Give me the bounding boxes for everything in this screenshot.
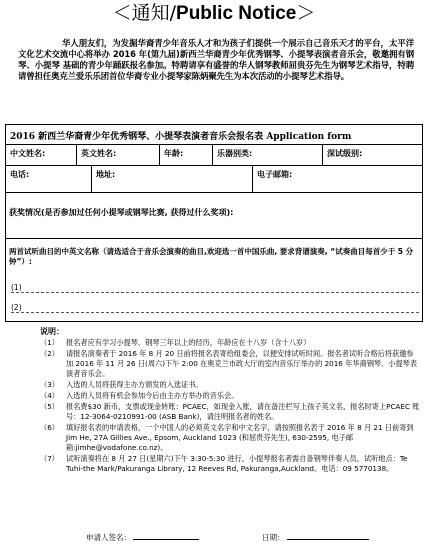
note-number: （1） [40, 338, 59, 347]
note-item [40, 349, 420, 379]
english-name-field[interactable]: 英文姓名: [77, 145, 160, 165]
piece-2-field[interactable] [11, 303, 419, 313]
piece-2-label: (2) [11, 303, 22, 312]
age-field[interactable]: 年龄: [160, 145, 213, 165]
note-number: （5） [40, 402, 59, 411]
note-item [40, 423, 420, 453]
form-row-names [6, 145, 422, 166]
note-item [40, 402, 420, 422]
signature-blank[interactable] [133, 539, 199, 540]
note-number: （2） [40, 349, 59, 358]
intro-paragraph: 华人朋友们，为发掘华裔青少年音乐人才和为孩子们提供一个展示自己音乐天才的平台，太平洋文化艺术交流中心将举办 2016 年(第九届)新西兰华裔青少年优秀钢琴、小提琴表演者音乐会，敬邀拥有钢琴、小提琴 基础的青少年踊跃报名参加。特聘请享有盛誉的华人钢琴教师屈贵芬先生为钢琴艺术指导，特聘请曾担任奥克兰爱乐乐团首位华裔专业小提琴家陈炳聚先生为本次活动的小提琴艺术指导。 [18, 38, 414, 81]
form-title: 2016 新西兰华裔青少年优秀钢琴、小提琴表演者音乐会报名表 Application form [6, 125, 422, 145]
application-form [5, 124, 423, 322]
note-text: 入选的人员将有机会参加今后由主办方举办的音乐会。 [66, 391, 239, 400]
pieces-label: 两首试听曲目的中英文名称（请选适合于音乐会演奏的曲目,欢迎选一首中国乐曲, 要求背谱演奏, “试奏曲目每首少于 5 分钟”）: [9, 247, 414, 266]
signature-line[interactable] [86, 532, 199, 543]
notes-heading: 说明： [40, 327, 64, 336]
address-field[interactable]: 地址: [92, 166, 253, 192]
instrument-field[interactable]: 乐器别类: [213, 145, 323, 165]
note-item [40, 454, 420, 474]
phone-field[interactable]: 电话: [6, 166, 92, 192]
title-right: ＞ [296, 2, 316, 24]
title-en: Public Notice [176, 3, 297, 24]
note-number: （4） [40, 391, 59, 400]
note-text: 试听演奏将在 8 月 27 日(星期六)下午 3:30-5:30 进行，小提琴报名者需自备钢琴伴奏人员，试听地点：Te Tuhi-the Mark/Pakuranga Library, 12 Reeves Rd, Pakuranga,Auckland。电话：09 5770138。 [66, 454, 408, 473]
note-item [40, 391, 420, 401]
note-text: 填好报名表的申请表格，一个中国人的必须英文名字和中文名字，请按照报名表于 2016 年 8 月 21 日前寄到 Jim He, 27A Gillies Ave., Epsom, Auckland 1023 (和屈贵芬先生), 630-2595, 电子邮箱:jimhe@vodafone.co.nz)。 [66, 423, 414, 452]
awards-field[interactable]: 获奖情况(是否参加过任何小提琴或钢琴比赛, 获得过什么奖项): [6, 193, 422, 239]
piece-1-label: (1) [11, 283, 22, 292]
pieces-section [6, 239, 422, 321]
notes-section [40, 327, 420, 475]
page-title [0, 2, 428, 25]
title-left: ＜通知/ [112, 2, 177, 24]
piece-1-field[interactable] [11, 283, 419, 293]
note-number: （6） [40, 423, 59, 432]
date-line[interactable] [262, 532, 369, 543]
level-field[interactable]: 深试级别: [327, 149, 363, 158]
signature-label: 申请人签名： [86, 533, 131, 542]
note-item [40, 380, 420, 390]
note-text: 入选的人员将获得主办方颁发的入选证书。 [66, 380, 203, 389]
note-item [40, 338, 420, 348]
note-text: 报名费$30 新币，支票或现金转账：PCAEC，如现金入账，请在备注栏写上孩子英文名，报名时寄上PCAEC 账号：12-3064-0210991-00 (ASB Bank)，请注明报名者的姓名。 [66, 402, 420, 421]
note-number: （7） [40, 454, 59, 463]
note-text: 报名者应有学习小提琴、钢琴三年以上的经历，年龄应在十八岁（含十八岁） [66, 338, 311, 347]
date-label: 日期： [262, 533, 285, 542]
email-field[interactable]: 电子邮箱: [257, 170, 293, 179]
note-text: 请报名演奏者于 2016 年 8 月 20 日前将报名表寄给组委会，以便安排试听时间。报名者试听合格后将获邀参加 2016 年 11 月 26 日(周六)下午 2:00 在奥克兰市政大厅的室内音乐厅举办的 2016 年华裔钢琴、小提琴表演者音乐会。 [66, 349, 418, 378]
note-number: （3） [40, 380, 59, 389]
date-blank[interactable] [287, 539, 369, 540]
chinese-name-field[interactable]: 中文姓名: [6, 145, 77, 165]
form-row-contact [6, 166, 422, 193]
